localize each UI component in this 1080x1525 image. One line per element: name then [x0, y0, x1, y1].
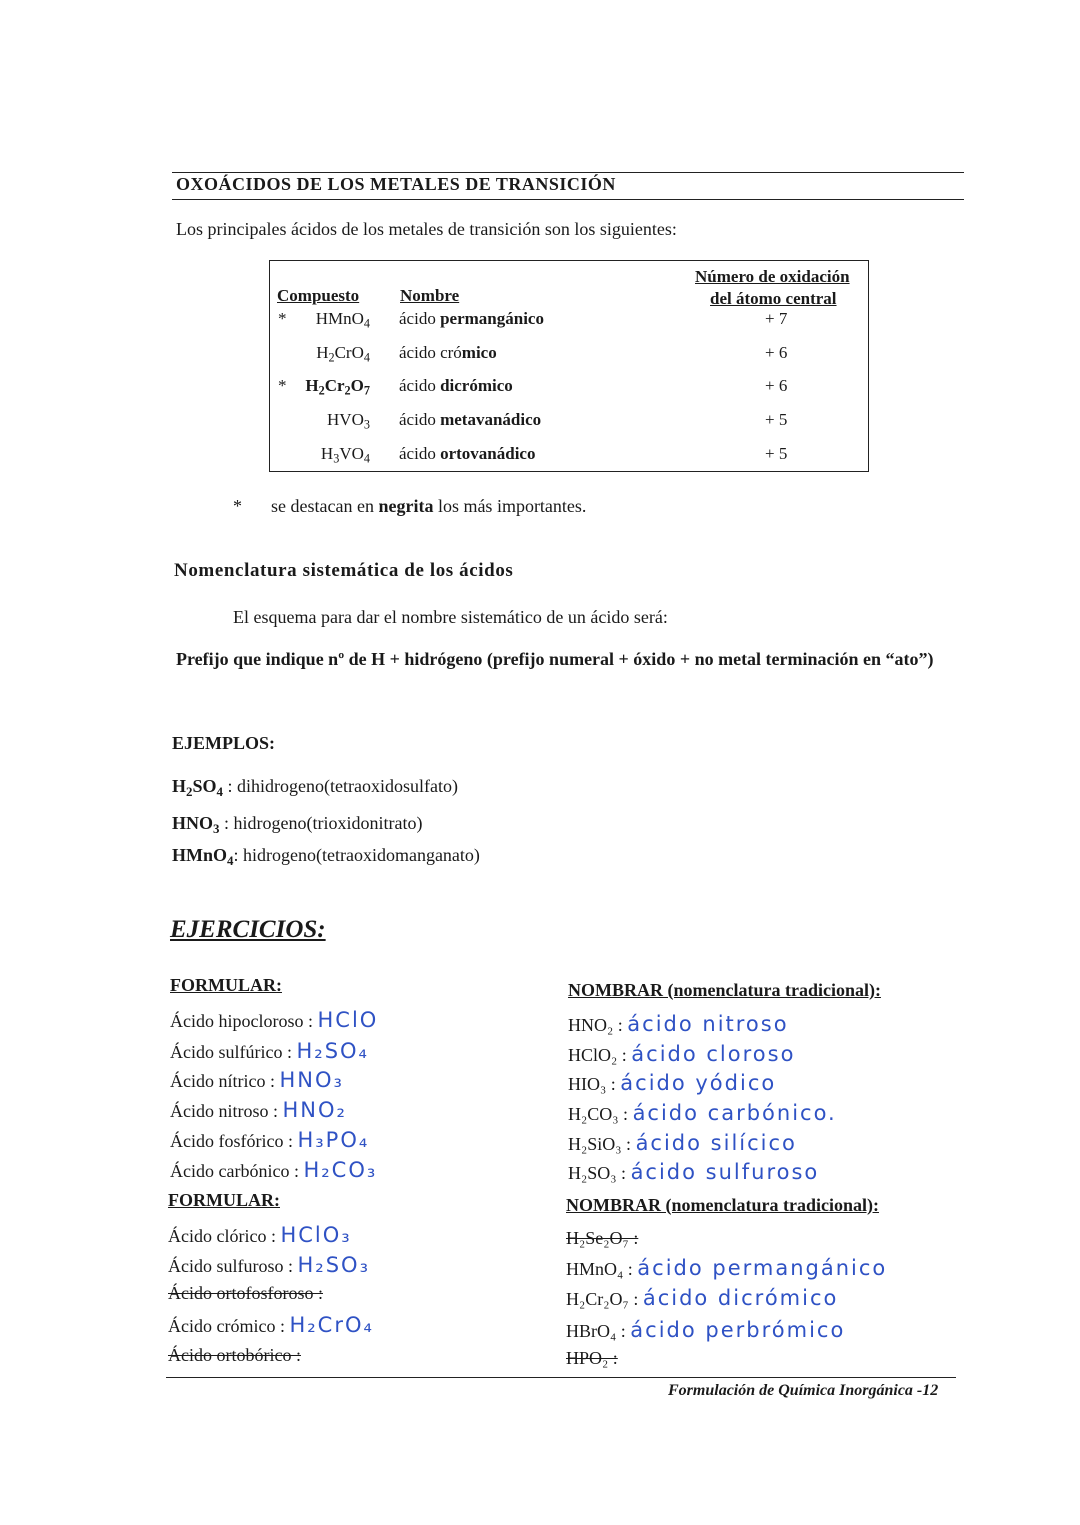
exercise-item: [168, 1253, 370, 1277]
table-row-oxidation: + 6: [765, 343, 788, 362]
example-formula: [172, 845, 234, 868]
exercises-title: EJERCICIOS:: [170, 916, 326, 943]
exercise-item: [170, 1098, 347, 1122]
nomenclature-intro: El esquema para dar el nombre sistemático de un ácido será:: [233, 607, 668, 627]
name-bold: mico: [461, 343, 497, 362]
section-title: OXOÁCIDOS DE LOS METALES DE TRANSICIÓN: [176, 174, 616, 194]
handwritten-answer: ácido cloroso: [631, 1042, 796, 1066]
exercise-item: [568, 1101, 837, 1125]
exercise-prompt: Ácido carbónico :: [170, 1161, 304, 1181]
section-intro: Los principales ácidos de los metales de transición son los siguientes:: [176, 219, 677, 239]
footnote-star: *: [233, 496, 242, 516]
formula-part: Cr: [324, 376, 345, 395]
example-item: [172, 813, 422, 834]
header-rule-top: [172, 172, 964, 173]
exercise-prompt: HMnO₄ :: [566, 1259, 638, 1279]
examples-title: EJEMPLOS:: [172, 733, 276, 753]
formula-part: H: [320, 444, 334, 463]
table-header-oxidation-2: del átomo central: [710, 289, 837, 308]
exercise-item: [566, 1318, 845, 1342]
exercise-item: [168, 1283, 323, 1304]
exercise-item: [168, 1345, 301, 1366]
exercise-prompt: Ácido crómico :: [168, 1316, 290, 1336]
formula-part: HVO: [327, 410, 364, 429]
exercise-prompt: Ácido nitroso :: [170, 1101, 283, 1121]
handwritten-answer: ácido sulfuroso: [630, 1160, 820, 1184]
handwritten-answer: HClO: [317, 1008, 379, 1032]
table-row-name: [399, 410, 541, 430]
example-name: : hidrogeno(trioxidonitrato): [219, 813, 423, 833]
exercise-prompt: HIO₃ :: [568, 1074, 621, 1094]
formula-subscript: 2: [344, 383, 351, 398]
exercise-prompt: Ácido sulfúrico :: [170, 1042, 297, 1062]
nombrar1-title: NOMBRAR (nomenclatura tradicional):: [568, 980, 881, 1000]
table-row-formula: [305, 376, 370, 396]
exercise-prompt: H₂Cr₂O₇ :: [566, 1289, 643, 1309]
handwritten-answer: HNO₃: [279, 1068, 344, 1092]
exercise-prompt: Ácido hipocloroso :: [170, 1011, 318, 1031]
footer-rule: [166, 1377, 956, 1378]
exercise-item: [568, 1071, 776, 1095]
table-row-star: *: [278, 376, 287, 395]
exercise-item: [566, 1228, 638, 1249]
header-rule-bottom: [172, 199, 964, 200]
footnote-text-bold: negrita: [378, 496, 434, 516]
table-row-oxidation: + 6: [765, 376, 788, 395]
exercise-prompt: HClO₂ :: [568, 1045, 632, 1065]
exercise-item: [170, 1008, 378, 1032]
name-plain: ácido cró: [399, 343, 462, 362]
formula-part: HMnO: [315, 309, 364, 328]
handwritten-answer: H₂CO₃: [303, 1158, 378, 1182]
nomenclature-title: Nomenclatura sistemática de los ácidos: [174, 560, 514, 581]
example-name: : dihidrogeno(tetraoxidosulfato): [223, 776, 458, 796]
nombrar2-title: NOMBRAR (nomenclatura tradicional):: [566, 1195, 879, 1215]
table-row-formula: [316, 343, 370, 363]
handwritten-answer: HNO₂: [282, 1098, 347, 1122]
table-row-oxidation: + 5: [765, 410, 788, 429]
formula-part: H: [172, 776, 187, 796]
table-row-name: [399, 376, 513, 396]
formula-subscript: 2: [186, 783, 193, 799]
exercise-prompt: Ácido fosfórico :: [170, 1131, 298, 1151]
table-row-formula: [321, 444, 370, 464]
exercise-prompt: H₂Se₂O₇ :: [566, 1228, 639, 1248]
handwritten-answer: ácido yódico: [620, 1071, 777, 1095]
exercise-prompt: Ácido ortobórico :: [168, 1345, 301, 1365]
formula-subscript: 4: [363, 350, 370, 365]
exercise-prompt: H₂SiO₃ :: [568, 1134, 636, 1154]
exercise-item: [170, 1158, 377, 1182]
footer-text: Formulación de Química Inorgánica -12: [668, 1382, 939, 1399]
table-row-oxidation: + 5: [765, 444, 788, 463]
name-bold: ortovanádico: [440, 444, 536, 463]
formula-part: CrO: [334, 343, 364, 362]
name-plain: ácido: [399, 410, 441, 429]
formula-part: HMnO: [172, 845, 228, 865]
formula-subscript: 3: [333, 451, 340, 466]
formula-part: O: [350, 376, 364, 395]
footnote: [233, 496, 586, 517]
exercise-prompt: Ácido nítrico :: [170, 1071, 280, 1091]
formula-subscript: 2: [328, 350, 335, 365]
exercise-item: [566, 1348, 618, 1369]
exercise-item: [568, 1131, 797, 1155]
table-row-name: [399, 444, 535, 464]
formula-subscript: 4: [363, 316, 370, 331]
exercise-prompt: HPO₂ :: [566, 1348, 618, 1368]
handwritten-answer: ácido carbónico.: [632, 1101, 837, 1125]
exercise-item: [568, 1160, 819, 1184]
formula-subscript: 7: [363, 383, 370, 398]
example-item: [172, 845, 480, 866]
formula-subscript: 3: [363, 417, 370, 432]
exercise-prompt: H₂SO₃ :: [568, 1163, 631, 1183]
name-bold: permangánico: [440, 309, 544, 328]
formula-subscript: 4: [227, 852, 234, 868]
formula-subscript: 3: [213, 820, 220, 836]
handwritten-answer: HClO₃: [280, 1223, 352, 1247]
formular1-title: FORMULAR:: [170, 975, 282, 995]
formula-part: VO: [339, 444, 364, 463]
formula-part: H: [305, 376, 319, 395]
table-header-oxidation-1: Número de oxidación: [695, 267, 850, 286]
exercise-item: [170, 1039, 369, 1063]
exercise-item: [568, 1012, 789, 1036]
exercise-prompt: HNO₂ :: [568, 1015, 628, 1035]
formula-subscript: 4: [216, 783, 223, 799]
handwritten-answer: ácido silícico: [635, 1131, 797, 1155]
table-row-oxidation: + 7: [765, 309, 788, 328]
handwritten-answer: H₂CrO₄: [289, 1313, 374, 1337]
exercise-item: [566, 1286, 838, 1310]
formula-part: SO: [192, 776, 217, 796]
exercise-item: [168, 1313, 374, 1337]
handwritten-answer: H₂SO₃: [297, 1253, 370, 1277]
formula-part: H: [316, 343, 329, 362]
name-bold: metavanádico: [440, 410, 542, 429]
exercise-item: [566, 1256, 887, 1280]
name-plain: ácido: [399, 376, 441, 395]
table-header-name: Nombre: [400, 286, 460, 305]
table-header-compound: Compuesto: [277, 286, 360, 305]
footnote-text-after: los más importantes.: [433, 496, 587, 516]
handwritten-answer: ácido perbrómico: [630, 1318, 846, 1342]
exercise-item: [168, 1223, 352, 1247]
name-plain: ácido: [399, 309, 441, 328]
example-formula: [172, 813, 220, 836]
table-row-formula: [327, 410, 370, 430]
handwritten-answer: H₃PO₄: [297, 1128, 370, 1152]
formular2-title: FORMULAR:: [168, 1190, 280, 1210]
formula-part: HNO: [172, 813, 214, 833]
nomenclature-rule: Prefijo que indique nº de H + hidrógeno (prefijo numeral + óxido + no metal terminación en “ato”): [176, 649, 934, 669]
exercise-prompt: Ácido ortofosforoso :: [168, 1283, 323, 1303]
example-item: [172, 776, 458, 797]
exercise-item: [170, 1128, 369, 1152]
acids-table: [269, 260, 869, 472]
exercise-prompt: H₂CO₃ :: [568, 1104, 633, 1124]
table-row-star: *: [278, 309, 287, 328]
exercise-prompt: Ácido sulfuroso :: [168, 1256, 298, 1276]
table-row-name: [399, 309, 544, 329]
handwritten-answer: ácido dicrómico: [642, 1286, 839, 1310]
example-name: : hidrogeno(tetraoxidomanganato): [233, 845, 480, 865]
table-row-formula: [316, 309, 370, 329]
exercise-item: [568, 1042, 795, 1066]
name-plain: ácido: [399, 444, 441, 463]
example-formula: [172, 776, 223, 799]
exercise-prompt: Ácido clórico :: [168, 1226, 281, 1246]
formula-subscript: 2: [318, 383, 325, 398]
table-row-name: [399, 343, 497, 363]
handwritten-answer: ácido nitroso: [627, 1012, 789, 1036]
handwritten-answer: ácido permangánico: [637, 1256, 888, 1280]
exercise-item: [170, 1068, 344, 1092]
footnote-text-before: se destacan en: [271, 496, 379, 516]
name-bold: dicrómico: [440, 376, 513, 395]
exercise-prompt: HBrO₄ :: [566, 1321, 631, 1341]
formula-subscript: 4: [363, 451, 370, 466]
handwritten-answer: H₂SO₄: [296, 1039, 369, 1063]
